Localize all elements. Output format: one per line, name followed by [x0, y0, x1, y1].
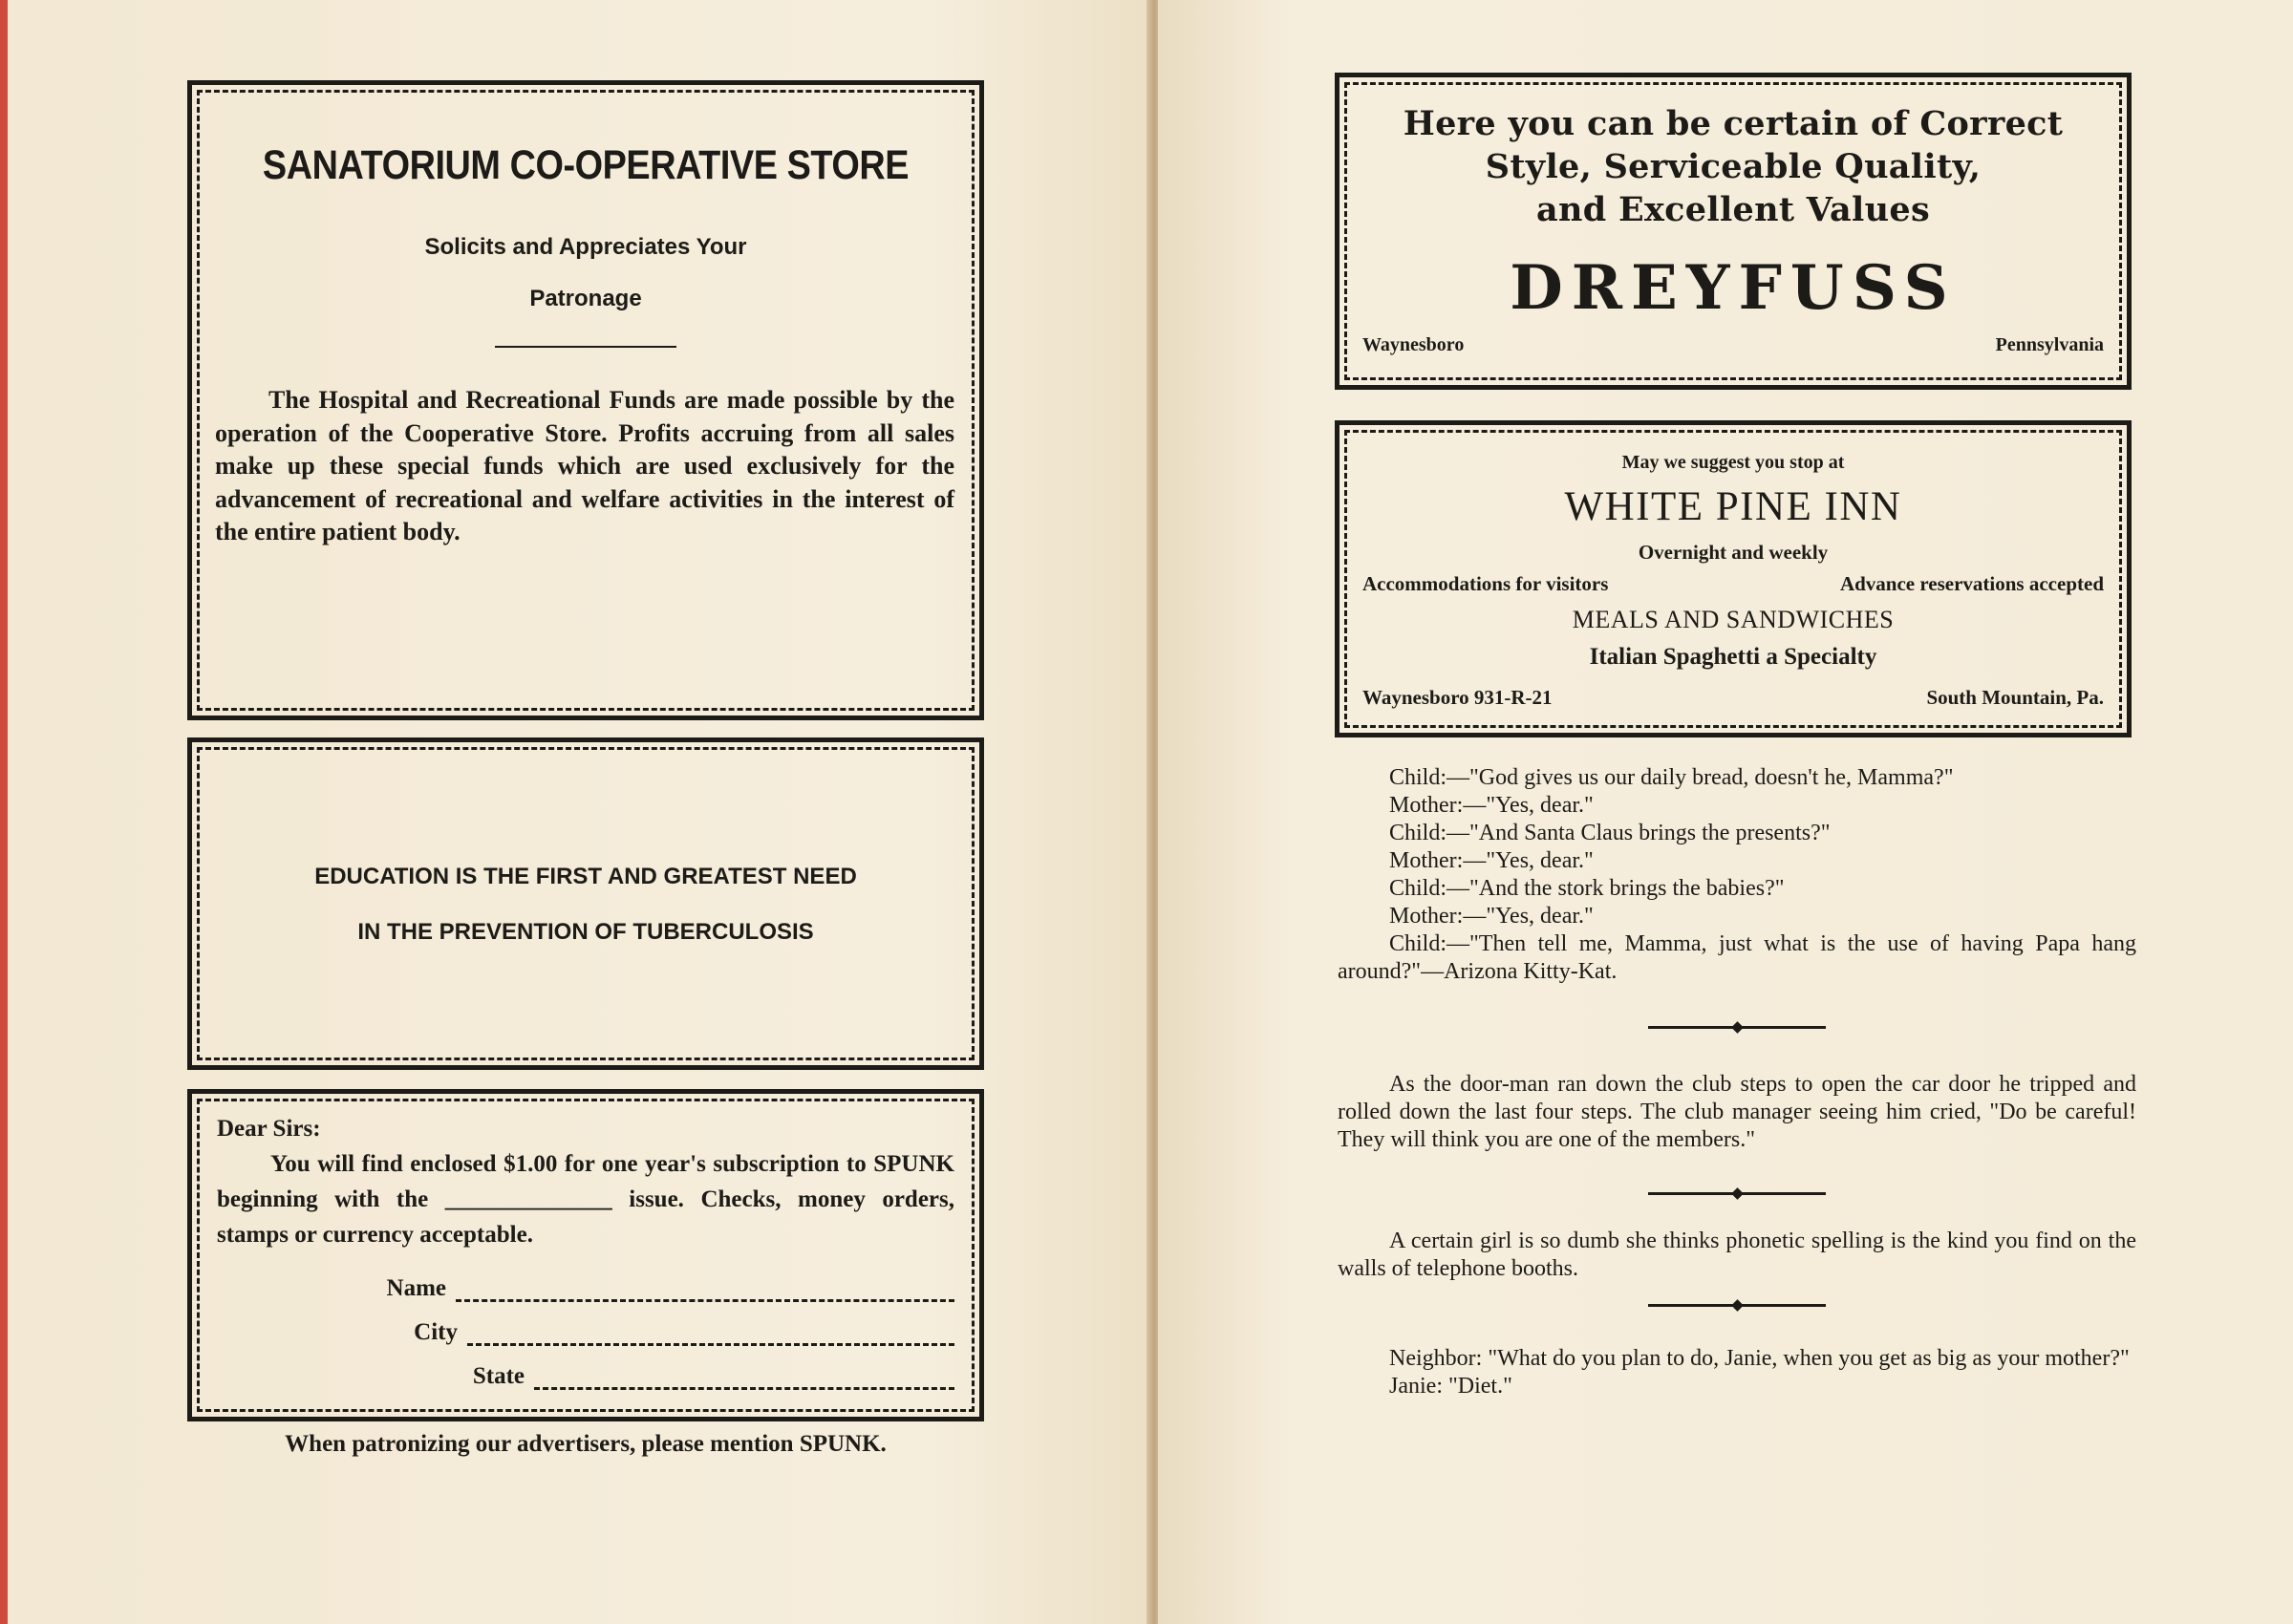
ornament-divider: [1648, 1192, 1826, 1195]
subscription-body-part1: You will find enclosed $1.00 for one year's subscription to SPUNK beginning with the: [217, 1151, 954, 1212]
dialogue-line: Child:—"And the stork brings the babies?": [1389, 876, 1785, 901]
name-field[interactable]: [456, 1280, 954, 1302]
subscription-body: [217, 1146, 954, 1252]
dreyfuss-city: Waynesboro: [1362, 334, 1465, 355]
store-subtitle-line2: Patronage: [529, 286, 642, 311]
store-subtitle: [192, 222, 979, 325]
dreyfuss-headline: [1339, 102, 2127, 231]
pine-reservations: Advance reservations accepted: [1839, 572, 2104, 595]
dialogue-line: Mother:—"Yes, dear.": [1389, 793, 1594, 818]
pine-contact: [1339, 686, 2127, 710]
sanatorium-store-ad: [187, 80, 984, 720]
pine-accommodations: Accommodations for visitors: [1362, 572, 1609, 595]
name-field-row: [192, 1266, 954, 1302]
pine-phone: Waynesboro 931-R-21: [1362, 686, 1553, 709]
white-pine-inn-ad: [1335, 420, 2132, 737]
dreyfuss-headline-line2: Style, Serviceable Quality,: [1485, 147, 1982, 186]
state-field-row: [192, 1354, 954, 1390]
pine-meals: MEALS AND SANDWICHES: [1572, 606, 1895, 633]
store-subtitle-line1: Solicits and Appreciates Your: [424, 234, 747, 260]
city-label: City: [414, 1319, 458, 1345]
dreyfuss-headline-line3: and Excellent Values: [1536, 190, 1930, 229]
janie-reply: Janie: "Diet.": [1389, 1374, 1512, 1399]
city-field[interactable]: [467, 1324, 954, 1346]
dreyfuss-ad: [1335, 73, 2132, 390]
cover-edge: [0, 0, 8, 1624]
divider-rule: [495, 346, 676, 348]
dialogue-line: Child:—"God gives us our daily bread, doesn't he, Mamma?": [1389, 765, 1954, 790]
pine-intro: May we suggest you stop at: [1621, 452, 1845, 473]
education-line1: EDUCATION IS THE FIRST AND GREATEST NEED: [314, 864, 857, 889]
issue-blank[interactable]: ______________: [444, 1186, 612, 1212]
neighbor-joke: Neighbor: "What do you plan to do, Janie, when you get as big as your mother?": [1389, 1346, 2130, 1371]
subscription-text: [192, 1094, 979, 1252]
dreyfuss-location: [1339, 334, 2127, 356]
pine-specialty: Italian Spaghetti a Specialty: [1589, 644, 1877, 670]
state-field[interactable]: [534, 1368, 954, 1390]
store-body-text: The Hospital and Recreational Funds are made possible by the operation of the Cooperative Store. Profits accruing from all sales make up these special funds which are used exclusively for the advancement of recreational and welfare activities in the interest of the entire patient body.: [215, 386, 954, 545]
pine-location: South Mountain, Pa.: [1926, 686, 2104, 709]
jokes-section: [1338, 764, 2136, 1400]
education-notice: [187, 737, 984, 1070]
doorman-joke: As the door-man ran down the club steps to open the car door he tripped and rolled down the last four steps. The club manager seeing him cried, "Do be careful! They will think you are one of the members.": [1338, 1072, 2136, 1152]
pine-services: [1339, 572, 2127, 596]
dialogue-line: Child:—"And Santa Claus brings the presents?": [1389, 821, 1831, 845]
education-line2: IN THE PREVENTION OF TUBERCULOSIS: [357, 919, 814, 945]
salutation: Dear Sirs:: [217, 1116, 321, 1142]
subscription-form: [187, 1089, 984, 1421]
dialogue-line: Mother:—"Yes, dear.": [1389, 848, 1594, 873]
store-title: SANATORIUM CO-OPERATIVE STORE: [262, 142, 910, 188]
subscription-body-part2: issue. Checks, money orders, stamps or currency acceptable.: [217, 1186, 955, 1248]
ornament-divider: [1648, 1304, 1826, 1307]
pine-stay: Overnight and weekly: [1638, 541, 1829, 564]
dreyfuss-headline-line1: Here you can be certain of Correct: [1403, 104, 2064, 143]
child-mother-joke: [1338, 764, 2136, 930]
dreyfuss-name: DREYFUSS: [1510, 252, 1957, 324]
name-label: Name: [386, 1275, 446, 1301]
dreyfuss-state: Pennsylvania: [1995, 334, 2104, 355]
city-field-row: [192, 1310, 954, 1346]
state-label: State: [472, 1363, 525, 1389]
phonetic-joke: A certain girl is so dumb she thinks phonetic spelling is the kind you find on the walls of telephone booths.: [1338, 1229, 2136, 1281]
pine-name: WHITE PINE INN: [1564, 484, 1902, 529]
dialogue-last-line: Child:—"Then tell me, Mamma, just what is the use of having Papa hang around?"—Arizona Kitty-Kat.: [1338, 931, 2136, 984]
education-text: [192, 849, 979, 960]
ornament-divider: [1648, 1026, 1826, 1029]
dialogue-line: Mother:—"Yes, dear.": [1389, 904, 1594, 929]
form-fields: [192, 1252, 979, 1390]
footer-note: When patronizing our advertisers, please mention SPUNK.: [285, 1431, 887, 1457]
